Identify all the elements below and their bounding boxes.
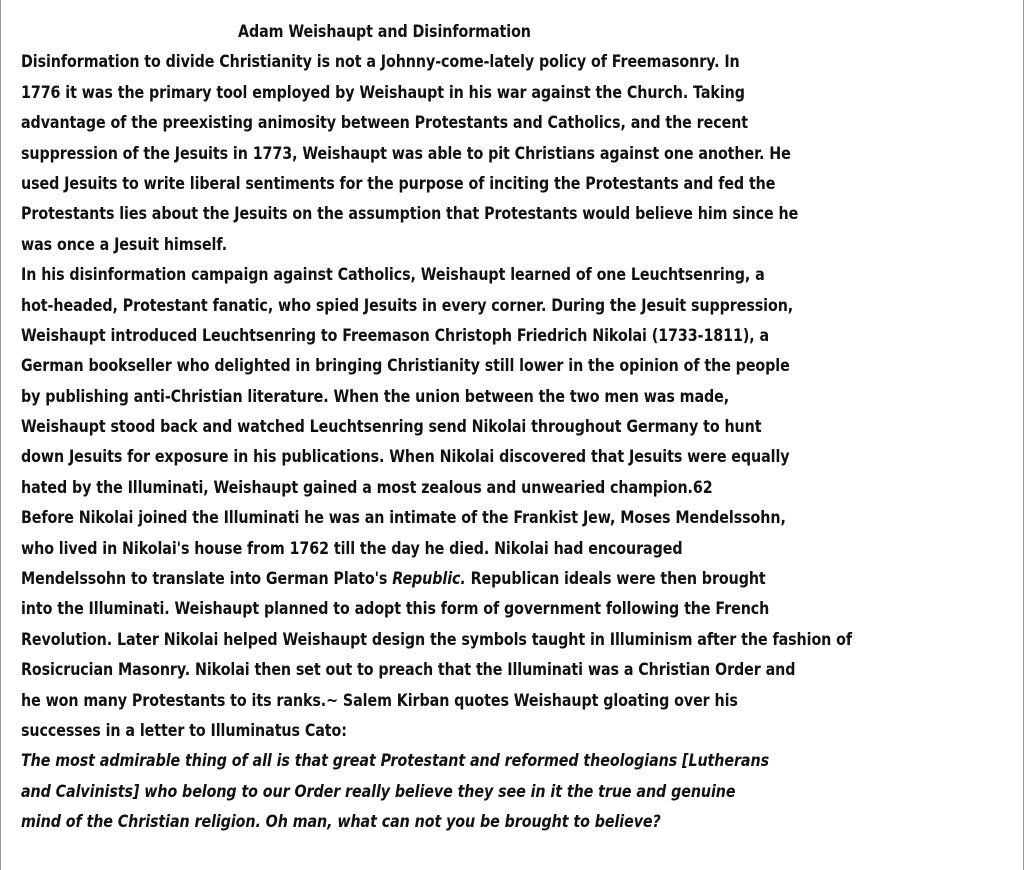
paragraph-line: was once a Jesuit himself. <box>21 234 228 255</box>
book-title-republic: Republic. <box>392 569 466 590</box>
paragraph-line <box>21 564 858 594</box>
paragraph-text: Republican ideals were then brought <box>465 569 766 590</box>
document-body <box>21 17 1017 838</box>
quote-line: mind of the Christian religion. Oh man, what can not you be brought to believe? <box>21 812 661 833</box>
paragraph-line: Protestants lies about the Jesuits on the assumption that Protestants would believe him since he <box>21 204 799 225</box>
paragraph-line: German bookseller who delighted in bringing Christianity still lower in the opinion of the people <box>21 356 790 377</box>
paragraph-line: suppression of the Jesuits in 1773, Weishaupt was able to pit Christians against one another. He <box>21 143 791 164</box>
paragraph-line: 1776 it was the primary tool employed by Weishaupt in his war against the Church. Taking <box>21 82 745 103</box>
paragraph-line: used Jesuits to write liberal sentiments for the purpose of inciting the Protestants and fed the <box>21 173 776 194</box>
paragraph-line: down Jesuits for exposure in his publications. When Nikolai discovered that Jesuits were equally <box>21 447 790 468</box>
quote-line: and Calvinists] who belong to our Order really believe they see in it the true and genuine <box>21 781 736 802</box>
paragraph-line: Weishaupt introduced Leuchtsenring to Freemason Christoph Friedrich Nikolai (1733-1811), a <box>21 325 770 346</box>
paragraph-text: Mendelssohn to translate into German Plato's <box>21 569 393 590</box>
paragraph-line: Rosicrucian Masonry. Nikolai then set out to preach that the Illuminati was a Christian Order and <box>21 660 796 681</box>
document-title: Adam Weishaupt and Disinformation <box>238 22 531 42</box>
paragraph-line: hot-headed, Protestant fanatic, who spied Jesuits in every corner. During the Jesuit suppression, <box>21 295 794 316</box>
paragraph-line: successes in a letter to Illuminatus Cato: <box>21 720 347 741</box>
paragraph-line: into the Illuminati. Weishaupt planned to adopt this form of government following the French <box>21 599 770 620</box>
paragraph-line: by publishing anti-Christian literature. When the union between the two men was made, <box>21 386 730 407</box>
paragraph-line: advantage of the preexisting animosity between Protestants and Catholics, and the recent <box>21 113 749 134</box>
paragraph-line: he won many Protestants to its ranks.~ Salem Kirban quotes Weishaupt gloating over his <box>21 690 738 711</box>
quote-line: The most admirable thing of all is that great Protestant and reformed theologians [Lutherans <box>21 751 769 772</box>
paragraph-line: hated by the Illuminati, Weishaupt gained a most zealous and unwearied champion.62 <box>21 477 713 498</box>
paragraph-line: Before Nikolai joined the Illuminati he was an intimate of the Frankist Jew, Moses Mendelssohn, <box>21 508 786 529</box>
paragraph-line: Weishaupt stood back and watched Leuchtsenring send Nikolai throughout Germany to hunt <box>21 417 762 438</box>
paragraph-line: Disinformation to divide Christianity is not a Johnny-come-lately policy of Freemasonry. In <box>21 52 740 73</box>
paragraph-line: who lived in Nikolai's house from 1762 till the day he died. Nikolai had encouraged <box>21 538 683 559</box>
paragraph-line: Revolution. Later Nikolai helped Weishaupt design the symbols taught in Illuminism after the fashion of <box>21 629 852 650</box>
paragraph-line: In his disinformation campaign against Catholics, Weishaupt learned of one Leuchtsenring, a <box>21 265 765 286</box>
